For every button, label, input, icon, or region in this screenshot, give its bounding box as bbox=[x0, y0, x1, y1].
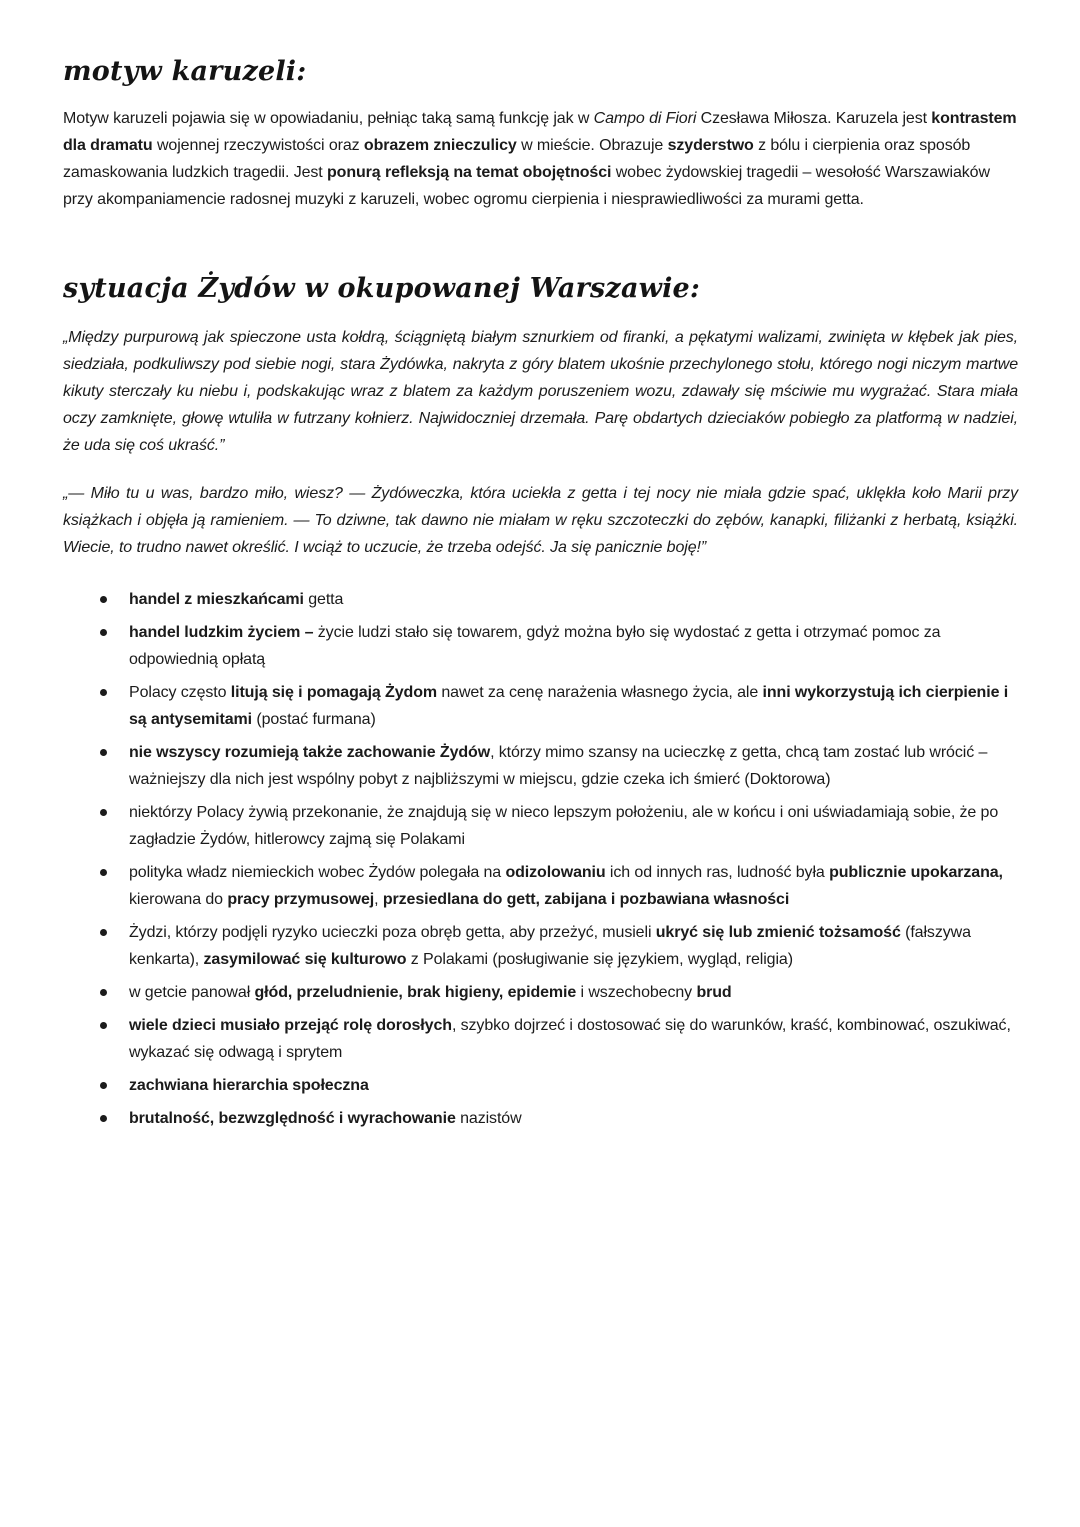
text-segment: życie ludzi stało się towarem, gdyż można było się wydostać z getta i otrzymać pomoc za odpowiednią opłatą bbox=[129, 624, 941, 668]
bullet-item bbox=[100, 1012, 1018, 1066]
text-segment: handel ludzkim życiem – bbox=[129, 624, 314, 641]
text-segment: zachwiana hierarchia społeczna bbox=[129, 1077, 369, 1094]
text-segment: niektórzy Polacy żywią przekonanie, że znajdują się w nieco lepszym położeniu, ale w końcu i oni uświadamiają sobie, że po zagładzie Żydów, hitlerowcy zajmą się Polakami bbox=[129, 804, 999, 848]
text-segment: wiele dzieci musiało przejąć rolę dorosłych bbox=[129, 1017, 452, 1034]
bullet-item bbox=[100, 859, 1018, 913]
text-segment: w mieście. Obrazuje bbox=[516, 137, 668, 154]
paragraph-motyw-karuzeli bbox=[63, 105, 1018, 213]
text-segment: ukryć się lub zmienić tożsamość bbox=[655, 924, 901, 941]
text-segment: kontrastem dla dramatu bbox=[63, 110, 1017, 154]
text-segment: nie wszyscy rozumieją także zachowanie Żydów bbox=[129, 744, 491, 761]
text-segment: ich od innych ras, ludność była bbox=[605, 864, 830, 881]
text-segment: brud bbox=[696, 984, 732, 1001]
bullet-item bbox=[100, 1072, 1018, 1099]
quote-stara-zydowka: „Między purpurową jak spieczone usta kołdrą, ściągniętą białym sznurkiem od firanki, a pękatymi walizami, zwinięta w kłębek jak pies, siedziała, podkuliwszy pod siebie nogi, stara Żydówka, nakryta z góry blatem ukośnie przechylonego stołu, którego nogi niczym martwe kikuty sterczały ku niebu i, podskakując wraz z blatem za każdym poruszeniem wozu, zdawały się mściwie mu wygrażać. Stara miała oczy zamknięte, głowę wtuliła w futrzany kołnierz. Najwidoczniej drzemała. Parę obdartych dzieciaków pobiegło za platformą w nadziei, że uda się coś ukraść.” bbox=[63, 329, 1018, 454]
text-segment: pracy przymusowej bbox=[227, 891, 375, 908]
text-segment: , szybko dojrzeć i dostosować się do warunków, kraść, kombinować, oszukiwać, wykazać się odwagą i sprytem bbox=[129, 1017, 1011, 1061]
text-segment: Polacy często bbox=[129, 684, 231, 701]
text-segment: Czesława Miłosza. Karuzela jest bbox=[696, 110, 932, 127]
text-segment: w getcie panował bbox=[129, 984, 255, 1001]
bullet-item bbox=[100, 919, 1018, 973]
text-segment: i wszechobecny bbox=[576, 984, 697, 1001]
text-segment: przesiedlana do gett, zabijana i pozbawiana własności bbox=[382, 891, 790, 908]
text-segment: nawet za cenę narażenia własnego życia, ale bbox=[437, 684, 763, 701]
text-segment: szyderstwo bbox=[667, 137, 754, 154]
text-segment: nazistów bbox=[455, 1110, 522, 1127]
text-segment: inni wykorzystują ich cierpienie i są antysemitami bbox=[129, 684, 1009, 728]
bullet-item bbox=[100, 979, 1018, 1006]
text-segment: Motyw karuzeli pojawia się w opowiadaniu, pełniąc taką samą funkcję jak w bbox=[63, 110, 594, 127]
text-segment: z bólu i cierpienia oraz sposób zamaskowania ludzkich tragedii. Jest bbox=[63, 137, 971, 181]
bullet-item bbox=[100, 1105, 1018, 1132]
text-segment: (fałszywa kenkarta), bbox=[129, 924, 971, 968]
text-segment: wojennej rzeczywistości oraz bbox=[152, 137, 364, 154]
notes-bullet-list bbox=[63, 586, 1018, 1132]
text-segment: , którzy mimo szansy na ucieczkę z getta, chcą tam zostać lub wrócić – ważniejszy dla nich jest wspólny pobyt z najbliższymi w miejscu, gdzie czeka ich śmierć (Doktorowa) bbox=[129, 744, 988, 788]
text-segment: , bbox=[374, 891, 383, 908]
text-segment: ponurą refleksją na temat obojętności bbox=[326, 164, 612, 181]
bullet-item bbox=[100, 586, 1018, 613]
bullet-item bbox=[100, 739, 1018, 793]
text-segment: zasymilować się kulturowo bbox=[203, 951, 407, 968]
text-segment: obrazem znieczulicy bbox=[363, 137, 517, 154]
text-segment: brutalność, bezwzględność i wyrachowanie bbox=[129, 1110, 456, 1127]
heading-sytuacja-zydow: sytuacja Żydów w okupowanej Warszawie: bbox=[63, 273, 701, 304]
text-segment: getta bbox=[303, 591, 344, 608]
text-segment: (postać furmana) bbox=[252, 711, 376, 728]
text-segment: kierowana do bbox=[129, 891, 228, 908]
text-segment: wobec żydowskiej tragedii – wesołość Warszawiaków przy akompaniamencie radosnej muzyki z karuzeli, wobec ogromu cierpienia i niesprawiedliwości za murami getta. bbox=[63, 164, 990, 208]
bullet-item bbox=[100, 679, 1018, 733]
text-segment: odizolowaniu bbox=[505, 864, 606, 881]
text-segment: z Polakami (posługiwanie się językiem, wygląd, religia) bbox=[406, 951, 793, 968]
text-segment: głód, przeludnienie, brak higieny, epidemie bbox=[254, 984, 577, 1001]
bullet-item bbox=[100, 619, 1018, 673]
bullet-item bbox=[100, 799, 1018, 853]
text-segment: polityka władz niemieckich wobec Żydów polegała na bbox=[129, 864, 506, 881]
text-segment: litują się i pomagają Żydom bbox=[230, 684, 438, 701]
text-segment: handel z mieszkańcami bbox=[129, 591, 304, 608]
quote-zydoweczka: „— Miło tu u was, bardzo miło, wiesz? — Żydóweczka, która uciekła z getta i tej nocy nie miała gdzie spać, uklękła koło Marii przy książkach i objęła ją ramieniem. — To dziwne, tak dawno nie miałam w ręku szczoteczki do zębów, kanapki, filiżanki z herbatą, książki. Wiecie, to trudno nawet określić. I wciąż to uczucie, że trzeba odejść. Ja się panicznie boję!” bbox=[63, 485, 1018, 556]
text-segment: Campo di Fiori bbox=[593, 110, 697, 127]
heading-motyw-karuzeli: motyw karuzeli: bbox=[63, 56, 307, 87]
text-segment: Żydzi, którzy podjęli ryzyko ucieczki poza obręb getta, aby przeżyć, musieli bbox=[129, 924, 656, 941]
text-segment: publicznie upokarzana, bbox=[829, 864, 1003, 881]
